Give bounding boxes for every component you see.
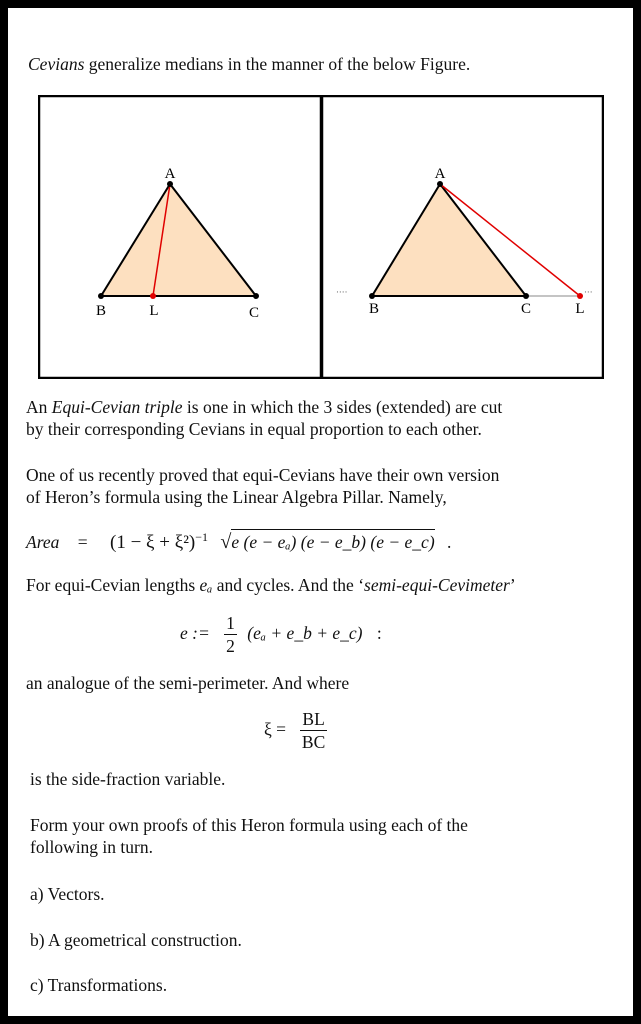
cevian-figure bbox=[38, 95, 604, 379]
right-dots-right: ··· bbox=[584, 288, 593, 298]
area-lhs: Area bbox=[26, 531, 60, 552]
para1-line1: An Equi-Cevian triple is one in which the 3 sides (extended) are cut bbox=[26, 397, 503, 417]
para3: For equi-Cevian lengths eₐ and cycles. And the ‘semi-equi-Cevimeter’ bbox=[26, 575, 516, 595]
semi-colon: : bbox=[376, 622, 382, 643]
para2-line2: of Heron’s formula using the Linear Algebra Pillar. Namely, bbox=[26, 487, 447, 507]
intro-term: Cevians bbox=[28, 54, 85, 74]
left-point-L bbox=[150, 293, 156, 299]
semi-equi-cevimeter-term: semi-equi-Cevimeter bbox=[364, 575, 510, 595]
area-factor: (1 − ξ + ξ²) bbox=[110, 531, 196, 553]
intro-rest: generalize medians in the manner of the below Figure. bbox=[84, 54, 471, 74]
left-vertex-C bbox=[253, 293, 259, 299]
semi-formula bbox=[180, 612, 382, 657]
left-vertex-B bbox=[98, 293, 104, 299]
page bbox=[8, 8, 633, 1016]
right-vertex-B bbox=[369, 293, 375, 299]
list-item: c) Transformations. bbox=[30, 975, 168, 995]
right-point-L bbox=[577, 293, 583, 299]
area-period: . bbox=[447, 531, 452, 552]
xi-formula bbox=[264, 708, 327, 753]
right-dots-left: ···· bbox=[336, 288, 348, 298]
e-a-var: eₐ bbox=[199, 575, 213, 595]
list-item: b) A geometrical construction. bbox=[30, 930, 242, 950]
area-eq: = bbox=[77, 531, 88, 552]
left-label-B: B bbox=[95, 303, 107, 319]
right-label-B: B bbox=[368, 301, 380, 317]
area-radicand: e (e − eₐ) (e − e_b) (e − e_c) bbox=[231, 529, 434, 552]
area-exponent: −1 bbox=[195, 530, 209, 544]
semi-rhs: (eₐ + e_b + e_c) bbox=[247, 622, 363, 643]
right-label-C: C bbox=[520, 301, 532, 317]
right-label-A: A bbox=[434, 166, 446, 182]
bl-bc-fraction: $\frac{BL}{BC}$ bbox=[301, 709, 326, 752]
para6-line2: following in turn. bbox=[30, 837, 153, 857]
area-formula bbox=[26, 530, 451, 554]
intro-text bbox=[28, 53, 470, 75]
right-vertex-C bbox=[523, 293, 529, 299]
equi-cevian-term: Equi-Cevian triple bbox=[51, 397, 183, 417]
list-item: a) Vectors. bbox=[30, 884, 105, 904]
right-triangle bbox=[372, 184, 526, 296]
sqrt-symbol: √ bbox=[220, 530, 232, 553]
half-fraction: $\frac{1}{2}$ bbox=[226, 613, 235, 656]
para6-line1: Form your own proofs of this Heron formula using each of the bbox=[30, 815, 468, 835]
xi-lhs: ξ = bbox=[264, 718, 287, 739]
semi-lhs: e := bbox=[180, 622, 210, 643]
para5: is the side-fraction variable. bbox=[30, 769, 226, 789]
para1-line2: by their corresponding Cevians in equal proportion to each other. bbox=[26, 419, 482, 439]
para4: an analogue of the semi-perimeter. And where bbox=[26, 673, 350, 693]
para2-line1: One of us recently proved that equi-Cevians have their own version bbox=[26, 465, 500, 485]
left-label-L: L bbox=[149, 303, 159, 319]
right-label-L: L bbox=[575, 301, 585, 317]
left-label-A: A bbox=[164, 166, 176, 182]
left-triangle bbox=[101, 184, 256, 296]
left-label-C: C bbox=[248, 305, 260, 321]
